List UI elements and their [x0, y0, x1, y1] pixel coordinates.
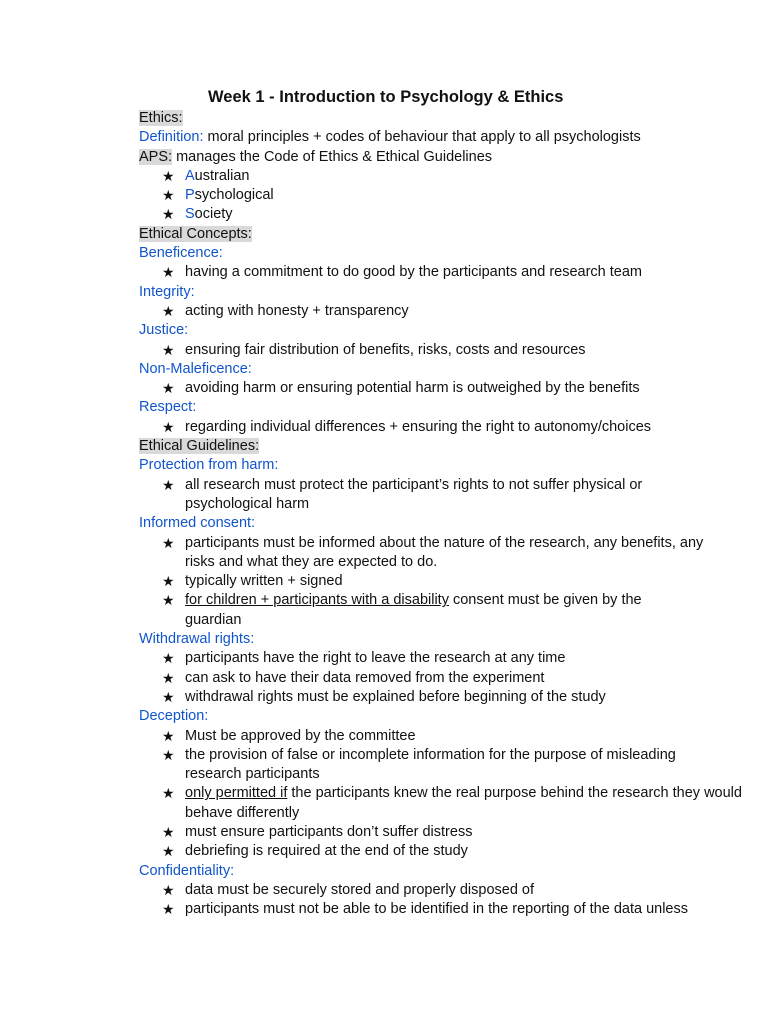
underlined-text: for children + participants with a disability	[185, 592, 449, 609]
list-item	[139, 881, 739, 900]
definition-label: Definition:	[139, 129, 204, 146]
page-title: Week 1 - Introduction to Psychology & Ethics	[208, 88, 564, 106]
star-bullet-icon: ★	[162, 785, 175, 802]
star-bullet-icon: ★	[162, 573, 175, 590]
star-bullet-icon: ★	[162, 206, 175, 223]
star-bullet-icon: ★	[162, 302, 175, 319]
concept-term: Beneficence:	[139, 245, 223, 262]
underlined-text: only permitted if	[185, 785, 288, 802]
list-item	[139, 784, 755, 823]
guidelines-section	[139, 437, 739, 456]
star-bullet-icon: ★	[162, 341, 175, 358]
aps-text: manages the Code of Ethics & Ethical Guidelines	[172, 148, 493, 165]
list-item-text: data must be securely stored and properly disposed of	[185, 881, 535, 898]
list-item	[139, 727, 739, 746]
guideline-term: Informed consent:	[139, 515, 256, 532]
list-item	[139, 572, 739, 591]
star-bullet-icon: ★	[162, 476, 175, 493]
concept-term: Justice:	[139, 322, 189, 339]
section-heading-concepts: Ethical Concepts:	[139, 225, 252, 242]
star-bullet-icon: ★	[162, 187, 175, 204]
star-bullet-icon: ★	[162, 746, 175, 763]
star-bullet-icon: ★	[162, 727, 175, 744]
document-page	[139, 86, 742, 919]
list-item	[139, 746, 715, 785]
star-bullet-icon: ★	[162, 843, 175, 860]
acronym-initial: A	[185, 167, 195, 184]
list-item-text: participants have the right to leave the research at any time	[185, 650, 566, 667]
star-bullet-icon: ★	[162, 167, 175, 184]
aps-label: APS:	[139, 148, 173, 165]
section-heading-ethics: Ethics:	[139, 110, 183, 126]
list-item	[139, 341, 739, 360]
list-item-text: all research must protect the participant’s rights to not suffer physical or psychological harm	[185, 476, 643, 512]
list-item	[139, 823, 739, 842]
list-item-text: can ask to have their data removed from the experiment	[185, 669, 545, 686]
list-item-text: having a commitment to do good by the participants and research team	[185, 264, 643, 281]
list-item-text: ensuring fair distribution of benefits, risks, costs and resources	[185, 341, 586, 358]
star-bullet-icon: ★	[162, 823, 175, 840]
list-item-text: the provision of false or incomplete information for the purpose of misleading research participants	[185, 746, 676, 783]
list-item-text: typically written + signed	[185, 573, 343, 590]
list-item	[139, 669, 739, 688]
acronym-initial: S	[185, 206, 195, 223]
list-item-text: participants must not be able to be identified in the reporting of the data unless	[185, 901, 688, 918]
concept-term: Respect:	[139, 399, 197, 416]
list-item-text: withdrawal rights must be explained before beginning of the study	[185, 688, 606, 705]
star-bullet-icon: ★	[162, 901, 175, 918]
star-bullet-icon: ★	[162, 650, 175, 667]
list-item-text: regarding individual differences + ensuring the right to autonomy/choices	[185, 418, 652, 435]
guideline-term: Withdrawal rights:	[139, 631, 255, 648]
definition-line	[139, 128, 739, 147]
acronym-rest: sychological	[194, 187, 274, 204]
aps-line	[139, 148, 739, 167]
list-item-text: participants must be informed about the nature of the research, any benefits, any risks and what they are expected to do.	[185, 534, 704, 570]
star-bullet-icon: ★	[162, 669, 175, 686]
list-item	[139, 167, 739, 186]
list-item	[139, 591, 685, 630]
list-item-text: consent must be given by the guardian	[185, 592, 642, 628]
ethics-section	[139, 109, 739, 128]
star-bullet-icon: ★	[162, 592, 175, 609]
acronym-rest: ociety	[194, 206, 233, 223]
list-item	[139, 900, 739, 919]
list-item	[139, 649, 739, 668]
list-item	[139, 688, 739, 707]
list-item-text: debriefing is required at the end of the study	[185, 843, 468, 860]
list-item	[139, 476, 707, 515]
star-bullet-icon: ★	[162, 380, 175, 397]
star-bullet-icon: ★	[162, 688, 175, 705]
list-item-text: must ensure participants don’t suffer distress	[185, 823, 473, 840]
list-item	[139, 263, 739, 282]
guideline-term: Protection from harm:	[139, 457, 279, 474]
list-item	[139, 534, 715, 573]
concept-term: Non-Maleficence:	[139, 360, 252, 377]
list-item	[139, 302, 739, 321]
list-item-text: acting with honesty + transparency	[185, 302, 409, 319]
list-item-text: avoiding harm or ensuring potential harm is outweighed by the benefits	[185, 380, 640, 397]
concepts-section	[139, 225, 739, 244]
section-heading-guidelines: Ethical Guidelines:	[139, 438, 260, 455]
acronym-rest: ustralian	[194, 167, 250, 184]
concept-term: Integrity:	[139, 283, 195, 300]
guideline-term: Deception:	[139, 708, 209, 725]
star-bullet-icon: ★	[162, 264, 175, 281]
acronym-initial: P	[185, 187, 195, 204]
list-item-text: Must be approved by the committee	[185, 727, 416, 744]
guideline-term: Confidentiality:	[139, 862, 235, 879]
list-item	[139, 379, 739, 398]
star-bullet-icon: ★	[162, 534, 175, 551]
list-item	[139, 186, 739, 205]
list-item	[139, 418, 739, 437]
list-item-text: the participants knew the real purpose behind the research they would behave differently	[185, 785, 742, 821]
star-bullet-icon: ★	[162, 418, 175, 435]
list-item	[139, 842, 739, 861]
definition-text: moral principles + codes of behaviour that apply to all psychologists	[203, 129, 641, 146]
star-bullet-icon: ★	[162, 881, 175, 898]
list-item	[139, 205, 739, 224]
